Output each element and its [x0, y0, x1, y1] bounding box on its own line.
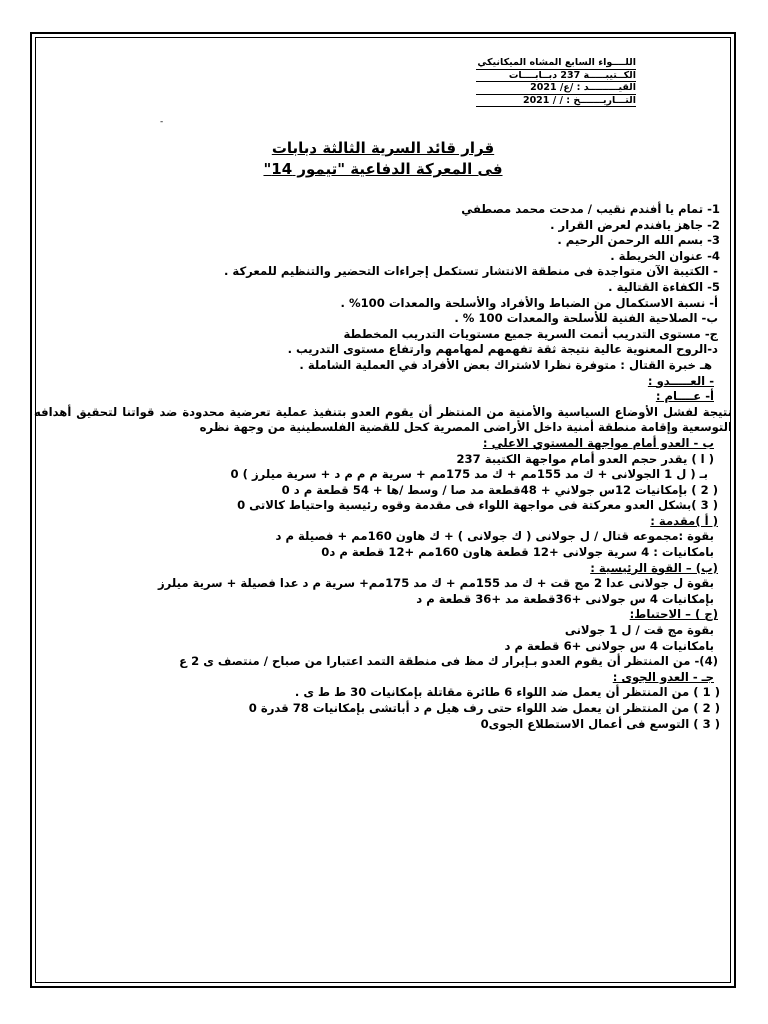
- main-force: بقوة ل جولانى عدا 2 مج قت + ك مد 155مم + ك مد 175مم+ سرية م د عدا فصيلة + سرية ميلرز: [158, 576, 714, 591]
- item-2: 2- جاهز يافندم لعرض القرار .: [550, 217, 720, 232]
- enemy-heading: - العـــــدو :: [647, 373, 714, 388]
- enemy-air-2: ( 2 ) من المنتظر ان يعمل ضد اللواء حتى رف هيل م د أباتشى بإمكانيات 78 قدرة 0: [248, 701, 720, 715]
- readiness-b: ب- الصلاحية الفنية للأسلحة والمعدات 100 % .: [454, 311, 718, 326]
- item-4: 4- عنوان الخريطة .: [610, 248, 720, 263]
- readiness-c: ج- مستوى التدريب أتمت السرية جميع مستويات التدريب المخططة: [343, 326, 718, 341]
- enemy-air-1: ( 1 ) من المنتظر أن يعمل ضد اللواء 6 طائرة مقاتلة بإمكانيات 30 ط ط ى .: [294, 685, 720, 700]
- readiness-e: هـ خبرة القتال : متوفرة نظرا لاشتراك بعض الأفراد في العملية الشاملة .: [299, 357, 712, 372]
- item-3: 3- بسم الله الرحمن الرحيم .: [557, 233, 720, 248]
- stray-mark: -: [160, 117, 164, 127]
- enemy-general-heading: أ- عــــام :: [655, 389, 714, 404]
- letterhead-unit: اللــــواء السابع المشاه الميكانيكي: [477, 57, 636, 68]
- title-line-1: قرار قائد السرية الثالثة دبابات: [271, 139, 495, 157]
- letterhead-date: التـــاريـــــــخ : / / 2021: [476, 95, 636, 108]
- letterhead: [476, 57, 636, 107]
- reserve-heading: (ج ) – الاحتياط:: [629, 607, 718, 622]
- document-body: [34, 202, 732, 732]
- document-title: [36, 138, 730, 180]
- enemy-air-3: ( 3 ) التوسع فى أعمال الاستطلاع الجوى0: [480, 716, 720, 731]
- reserve-capabilities: بامكانيات 4 س جولانى +6 قطعة م د: [504, 638, 714, 653]
- enemy-higher-level-heading: ب - العدو أمام مواجهة المستوي الاعلي :: [482, 435, 714, 450]
- enemy-general-text: نتيجة لفشل الأوضاع السياسية والأمنية من المنتظر أن يقوم العدو بتنفيذ عملية تعرضية محدودة ضد قواتنا لتحقيق أهدافه التوسعية وإقامة منطقة أمنية داخل الأراضى المصرية كحل للقضية الفلسطينية من وجهة نظره: [34, 404, 732, 435]
- enemy-formation: ( 3 )بشكل العدو معركتة فى مواجهة اللواء فى مقدمة وقوه رئيسية واحتياط كالاتى 0: [237, 498, 718, 513]
- reserve-force: بقوة مج قت / ل 1 جولانى: [564, 623, 714, 638]
- main-force-heading: (ب) – القوة الرئيسية :: [590, 560, 718, 575]
- readiness-d: د-الروح المعنوية عالية نتيجة ثقة تفهمهم لمهامهم وارتفاع مستوى التدريب .: [287, 342, 718, 357]
- combat-readiness-heading: 5- الكفاءة القتالية .: [608, 279, 720, 294]
- vanguard-heading: ( أ )مقدمة :: [650, 513, 718, 528]
- enemy-composition: بـ ( ل 1 الجولانى + ك مد 155مم + ك مد 175مم + سرية م م م د + سرية ميلرز ) 0: [230, 467, 708, 482]
- enemy-air-heading: جـ - العدو الجوى :: [612, 669, 714, 684]
- vanguard-force: بقوة :مجموعه قتال / ل جولانى ( ك جولانى ) + ك هاون 160مم + فصيلة م د: [275, 529, 714, 544]
- vanguard-capabilities: بامكانيات : 4 سرية جولانى +12 قطعة هاون 160مم +12 قطعة م د0: [321, 545, 714, 560]
- letterhead-reference: القيـــــــــد : /ع/ 2021: [476, 82, 636, 95]
- enemy-capabilities: ( 2 ) بإمكانيات 12س جولاني + 48قطعة مد صا / وسط /ها + 54 قطعة م د 0: [281, 482, 718, 497]
- letterhead-battalion: الكــتيبـــــة 237 دبــابــــات: [476, 70, 636, 83]
- enemy-size: ( ا ) يقدر حجم العدو أمام مواجهة الكتيبة 237: [456, 451, 714, 466]
- item-1: 1- تمام يا أفندم نقيب / مدحت محمد مصطفي: [461, 202, 720, 216]
- main-force-capabilities: بإمكانيات 4 س جولانى +36قطعة مد +36 قطعة م د: [416, 591, 714, 606]
- readiness-a: أ- نسبة الاستكمال من الضباط والأفراد والأسلحة والمعدات 100% .: [340, 295, 718, 310]
- enemy-airborne-landing: (4)- من المنتظر أن يقوم العدو بـإبرار ك مظ فى منطقة التمد اعتبارا من صباح / منتصف ى 2 ع: [179, 654, 718, 669]
- battalion-status: - الكتيبة الآن متواجدة فى منطقة الانتشار تستكمل إجراءات التحضير والتنظيم للمعركة .: [223, 264, 718, 279]
- title-line-2: فى المعركة الدفاعية "تيمور 14": [263, 160, 503, 178]
